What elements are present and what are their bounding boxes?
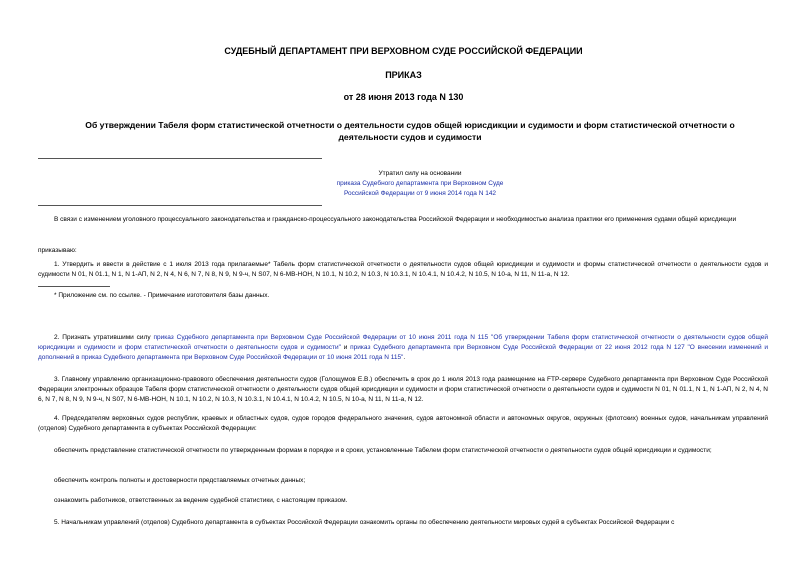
- repealed-order-115-link[interactable]: приказ Судебного департамента при Верховном Суде Российской Федерации от 10 июня 2011 года N 115 "Об утверждении Табеля форм статистической отчетности о деятельности судов общей юрисдикции и судимости и форм статистической отчетности о деятельности судов и судимости": [38, 334, 768, 351]
- repealing-order-link-line1[interactable]: приказа Судебного департамента при Верховном Суде: [336, 180, 504, 187]
- repealed-order-127-link[interactable]: приказ Судебного департамента при Верховном Суде Российской Федерации от 22 июня 2012 года N 127 "О внесении изменений и дополнений в приказ Судебного департамента при Верховном Суде Российской Федерации от 10 июня 2011 года N 115": [38, 344, 768, 361]
- paragraph-4-item-c-text: ознакомить работников, ответственных за ведение судебной статистики, с настоящим приказом.: [54, 497, 348, 504]
- paragraph-4-item-a-text: обеспечить представление статистической отчетности по утвержденным формам в порядке и в сроки, установленные Табелем форм статистической отчетности о деятельности судов общей юрисдикции и судимости;: [54, 447, 712, 454]
- paragraph-4-text: 4. Председателям верховных судов республик, краевых и областных судов, судов городов федерального значения, судов автономной области и автономных округов, окружных (флотских) военных судов, начальникам управлений (отделов) Судебного департамента в субъектах Российской Федерации:: [38, 415, 768, 432]
- status-note-text: Утратил силу на основании: [378, 170, 462, 177]
- document-subject: Об утверждении Табеля форм статистической отчетности о деятельности судов общей юрисдикции и судимости и форм статистической отчетности о деятельности судов и судимости: [85, 120, 735, 142]
- preamble-paragraph: [38, 215, 768, 225]
- paragraph-2: [38, 333, 768, 363]
- paragraph-1-text: 1. Утвердить и ввести в действие с 1 июля 2013 года прилагаемые* Табель форм статистической отчетности о деятельности судов общей юрисдикции и судимости и формы статистической отчетности о деятельности судов и судимости N 01, N 01.1, N 1, N 1-АП, N 2, N 4, N 6, N 7, N 8, N 9, N 9-ч, N S07, N 6-МВ-НОН, N 10.1, N 10.2, N 10.3, N 10.3.1, N 10.4.1, N 10.4.2, N 10.5, N 10-а, N 11, N 11-а, N 12.: [38, 261, 768, 278]
- status-note: [260, 169, 580, 199]
- paragraph-4-item-a: [38, 446, 768, 456]
- footnote-divider: [38, 286, 110, 287]
- document-type: ПРИКАЗ: [385, 70, 422, 80]
- issuing-organization: СУДЕБНЫЙ ДЕПАРТАМЕНТ ПРИ ВЕРХОВНОМ СУДЕ РОССИЙСКОЙ ФЕДЕРАЦИИ: [224, 46, 583, 56]
- paragraph-2-end: .: [403, 354, 406, 361]
- paragraph-4-item-c: [38, 496, 768, 506]
- paragraph-4: [38, 414, 768, 434]
- paragraph-4-item-b: [38, 476, 768, 486]
- paragraph-1: [38, 260, 768, 280]
- top-divider: [38, 158, 322, 159]
- paragraph-3-text: 3. Главному управлению организационно-правового обеспечения деятельности судов (Голощумов Е.В.) обеспечить в срок до 1 июля 2013 года размещение на FTP-сервере Судебного департамента при Верховном Суде Российской Федерации электронных образцов Табеля форм статистической отчетности о деятельности судов общей юрисдикции и судимости и форм статистической отчетности о деятельности судов и судимости N 01, N 01.1, N 1, N 1-АП, N 2, N 4, N 6, N 7, N 8, N 9, N 9-ч, N S07, N 6-МВ-НОН, N 10.1, N 10.2, N 10.3, N 10.3.1, N 10.4.1, N 10.4.2, N 10.5, N 10-а, N 11, N 11-а, N 12.: [38, 376, 768, 403]
- paragraph-2-start: 2. Признать утратившими силу: [54, 334, 154, 341]
- paragraph-4-item-b-text: обеспечить контроль полноты и достоверности представляемых отчетных данных;: [54, 477, 306, 484]
- bottom-divider: [38, 205, 322, 206]
- document-date-number: от 28 июня 2013 года N 130: [343, 92, 464, 102]
- paragraph-3: [38, 375, 768, 405]
- paragraph-5: [38, 518, 768, 528]
- paragraph-2-mid: и: [340, 344, 351, 351]
- repealing-order-link-line2[interactable]: Российской Федерации от 9 июня 2014 года N 142: [343, 190, 497, 197]
- preamble-text: В связи с изменением уголовного процессуального законодательства и гражданско-процессуального законодательства Российской Федерации и необходимостью анализа практики его применения судами общей юрисдикции: [54, 216, 737, 223]
- footnote: * Приложение см. по ссылке. - Примечание изготовителя базы данных.: [54, 292, 270, 299]
- paragraph-5-text: 5. Начальникам управлений (отделов) Судебного департамента в субъектах Российской Федерации ознакомить органы по обеспечению деятельности мировых судей в субъектах Российской Федерации с: [54, 519, 675, 526]
- order-word: приказываю:: [38, 247, 77, 254]
